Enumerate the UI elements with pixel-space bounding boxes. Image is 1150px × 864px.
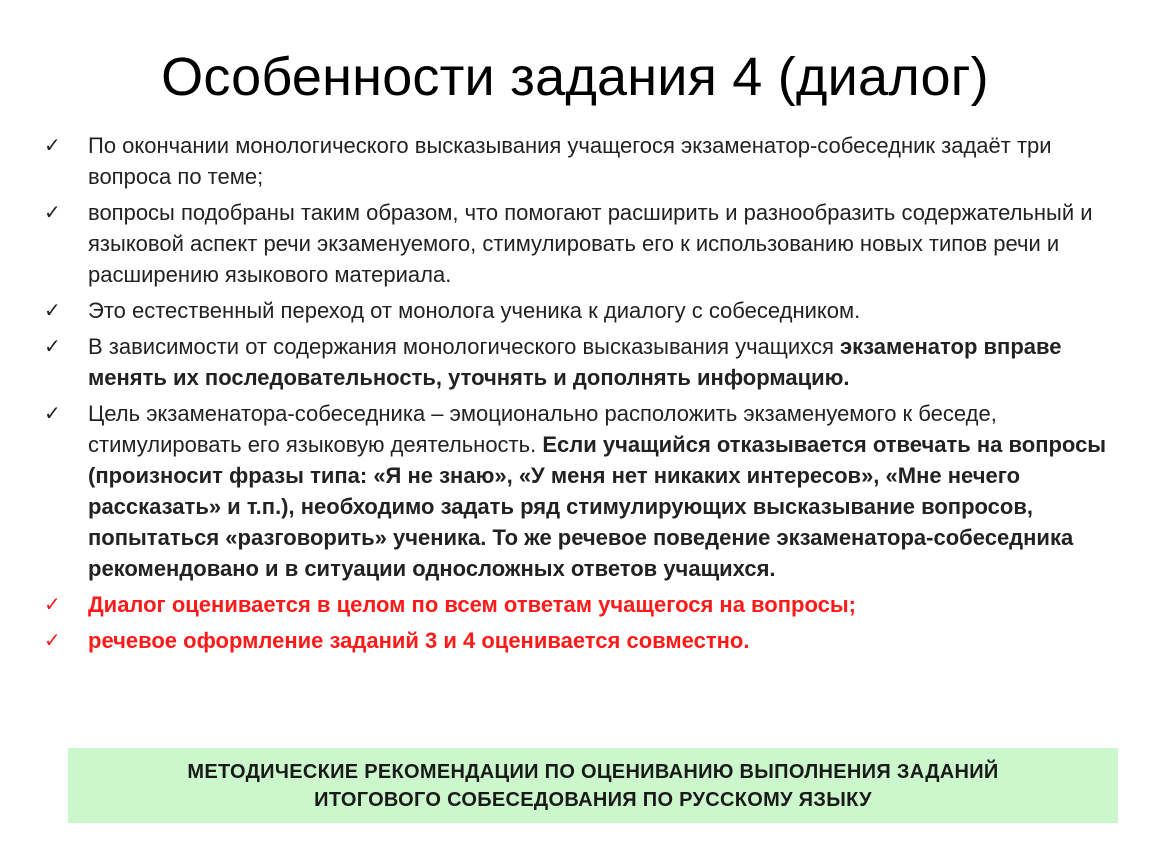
bullet-text: Это естественный переход от монолога ученика к диалогу с собеседником.: [88, 298, 861, 323]
footer-line: ИТОГОВОГО СОБЕСЕДОВАНИЯ ПО РУССКОМУ ЯЗЫКУ: [314, 788, 872, 811]
check-icon: ✓: [44, 628, 61, 652]
bullet-text: По окончании монологического высказывания учащегося экзаменатор-собеседник задаёт три вопроса по теме;: [88, 133, 1052, 189]
check-icon: ✓: [44, 401, 61, 425]
bullet-item: [44, 398, 1114, 584]
bullet-item-red: [44, 625, 1114, 656]
bullet-item-red: [44, 589, 1114, 620]
bullet-item: [44, 295, 1114, 326]
bullet-item: [44, 331, 1114, 393]
bullet-item: [44, 130, 1114, 192]
check-icon: ✓: [44, 200, 61, 224]
check-icon: ✓: [44, 592, 61, 616]
bullet-bold-text: экзаменатор вправе менять их последовательность, уточнять и дополнять информацию.: [88, 334, 1062, 390]
footer-text: [187, 758, 998, 814]
bullet-text: В зависимости от содержания монологического высказывания учащихся: [88, 334, 840, 359]
bullet-text: речевое оформление заданий 3 и 4 оценивается совместно.: [88, 628, 750, 653]
bullet-text: вопросы подобраны таким образом, что помогают расширить и разнообразить содержательный и языковой аспект речи экзаменуемого, стимулировать его к использованию новых типов речи и расширению языкового материала.: [88, 200, 1093, 287]
bullet-bold-text: Если учащийся отказывается отвечать на вопросы (произносит фразы типа: «Я не знаю», «У меня нет никаких интересов», «Мне нечего рассказать» и т.п.), необходимо задать ряд стимулирующих высказывание вопросов, попытаться «разговорить» ученика. То же речевое поведение экзаменатора-собеседника рекомендовано и в ситуации односложных ответов учащихся.: [88, 432, 1107, 581]
footer-banner: [68, 748, 1118, 823]
check-icon: ✓: [44, 298, 61, 322]
bullet-text: Цель экзаменатора-собеседника – эмоционально расположить экзаменуемого к беседе, стимулировать его языковую деятельность.: [88, 401, 997, 457]
check-icon: ✓: [44, 133, 61, 157]
slide-title: Особенности задания 4 (диалог): [161, 47, 989, 107]
bullet-list: [44, 130, 1114, 661]
footer-line: МЕТОДИЧЕСКИЕ РЕКОМЕНДАЦИИ ПО ОЦЕНИВАНИЮ ВЫПОЛНЕНИЯ ЗАДАНИЙ: [187, 760, 999, 783]
bullet-text: Диалог оценивается в целом по всем ответам учащегося на вопросы;: [88, 592, 856, 617]
check-icon: ✓: [44, 334, 61, 358]
bullet-item: [44, 197, 1114, 290]
